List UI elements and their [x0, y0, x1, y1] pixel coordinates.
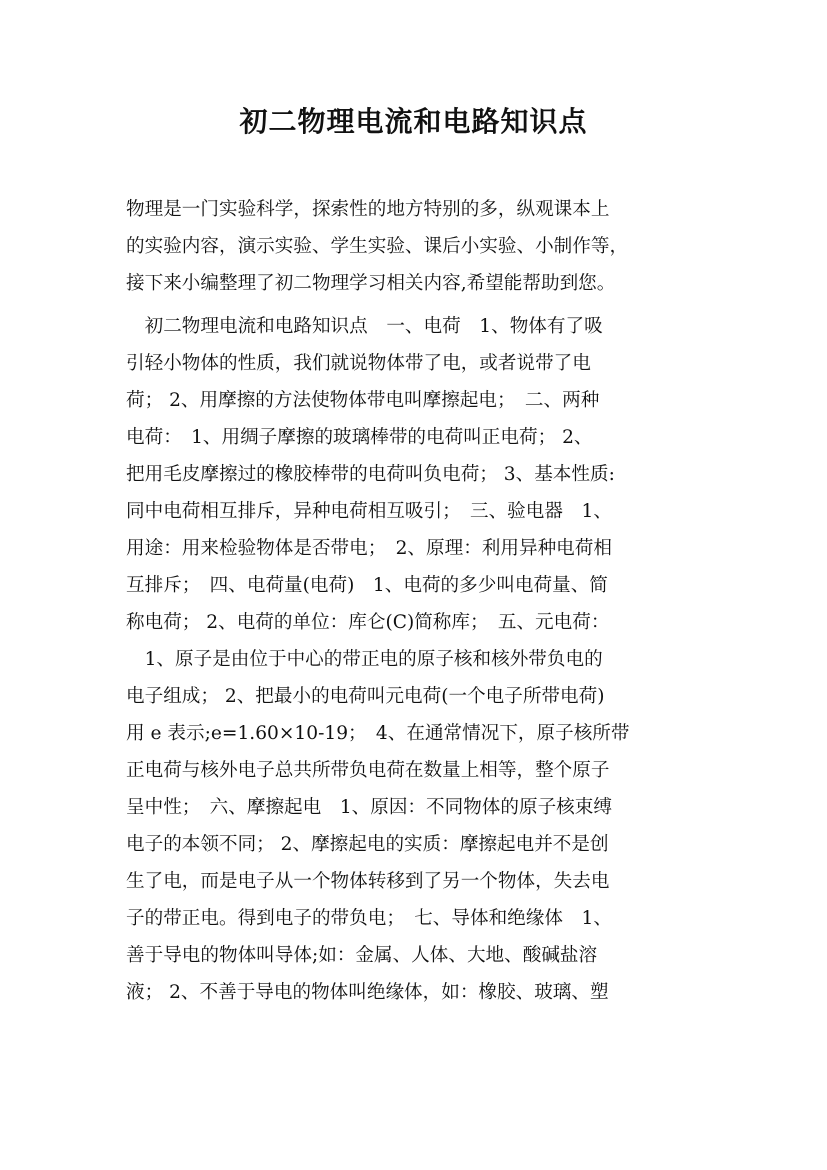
- body-line-16: 正电荷与核外电子总共所带负电荷在数量上相等，整个原子: [126, 760, 610, 781]
- document-title: 初二物理电流和电路知识点: [239, 105, 588, 138]
- body-line-18: 电子的本领不同； 2、摩擦起电的实质：摩擦起电并不是创: [126, 834, 609, 855]
- body-line-7: 电荷： 1、用绸子摩擦的玻璃棒带的电荷叫正电荷； 2、: [126, 427, 593, 448]
- body-line-1: 物理是一门实验科学，探索性的地方特别的多，纵观课本上: [126, 199, 610, 220]
- body-line-2: 的实验内容，演示实验、学生实验、课后小实验、小制作等，: [126, 236, 629, 257]
- body-line-13: 1、原子是由位于中心的带正电的原子核和核外带负电的: [126, 649, 603, 670]
- body-line-19: 生了电，而是电子从一个物体转移到了另一个物体，失去电: [126, 871, 610, 892]
- body-line-11: 互排斥； 四、电荷量(电荷) 1、电荷的多少叫电荷量、简: [126, 575, 608, 596]
- body-line-17: 呈中性； 六、摩擦起电 1、原因：不同物体的原子核束缚: [126, 797, 612, 818]
- body-line-5: 引轻小物体的性质，我们就说物体带了电，或者说带了电: [126, 353, 591, 374]
- body-line-14: 电子组成； 2、把最小的电荷叫元电荷(一个电子所带电荷): [126, 686, 605, 707]
- body-line-15: 用 e 表示;e=1.60×10-19； 4、在通常情况下，原子核所带: [126, 723, 630, 744]
- body-line-4: 初二物理电流和电路知识点 一、电荷 1、物体有了吸: [126, 316, 603, 337]
- body-line-3: 接下来小编整理了初二物理学习相关内容,希望能帮助到您。: [126, 273, 616, 294]
- body-line-6: 荷； 2、用摩擦的方法使物体带电叫摩擦起电； 二、两种: [126, 390, 600, 411]
- body-line-22: 液； 2、不善于导电的物体叫绝缘体，如：橡胶、玻璃、塑: [126, 982, 609, 1003]
- body-line-9: 同中电荷相互排斥，异种电荷相互吸引； 三、验电器 1、: [126, 501, 612, 522]
- body-line-12: 称电荷； 2、电荷的单位：库仑(C)简称库； 五、元电荷：: [126, 612, 610, 633]
- body-line-10: 用途：用来检验物体是否带电； 2、原理：利用异种电荷相: [126, 538, 612, 559]
- body-line-8: 把用毛皮摩擦过的橡胶棒带的电荷叫负电荷； 3、基本性质:: [126, 464, 615, 485]
- body-line-20: 子的带正电。得到电子的带负电； 七、导体和绝缘体 1、: [126, 908, 612, 929]
- body-line-21: 善于导电的物体叫导体;如：金属、人体、大地、酸碱盐溶: [126, 945, 598, 966]
